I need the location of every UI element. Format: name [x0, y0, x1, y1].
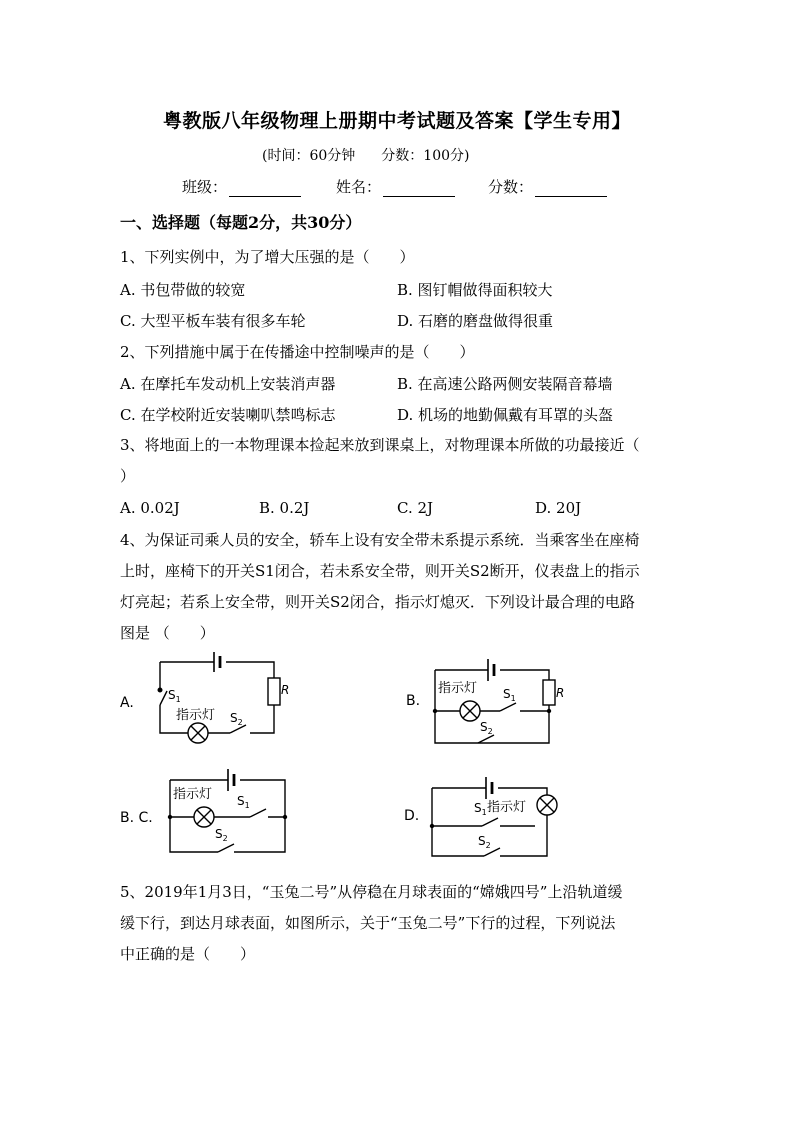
circuit-d [432, 777, 557, 856]
score-field [488, 176, 607, 197]
class-field [182, 176, 301, 197]
q2-stem: 2、下列措施中属于在传播途中控制噪声的是（ ） [120, 343, 475, 361]
switch-s1-icon [250, 809, 266, 817]
q4-circuit-diagrams [0, 640, 794, 870]
q4-stem-line4: 图是 （ ） [120, 624, 215, 642]
q2-option-d: D. 机场的地勤佩戴有耳罩的头盔 [397, 406, 614, 424]
s1-label: $S_1$ [168, 688, 181, 704]
q2-option-b: B. 在高速公路两侧安装隔音幕墙 [397, 375, 613, 393]
lamp-label: 指示灯 [438, 681, 478, 696]
q1-option-b: B. 图钉帽做得面积较大 [397, 281, 553, 299]
switch-s1-icon [482, 818, 498, 826]
resistor-icon [543, 680, 555, 705]
section-heading: 一、选择题（每题2分，共30分） [120, 213, 362, 232]
score-blank [535, 182, 607, 197]
q1-option-d: D. 石磨的磨盘做得很重 [397, 312, 554, 330]
r-label: R [281, 683, 290, 697]
switch-s2-icon [478, 735, 494, 743]
q3-option-b: B. 0.2J [259, 499, 310, 517]
q1-option-a: A. 书包带做的较宽 [120, 281, 246, 299]
s2-label: $S_2$ [478, 834, 491, 850]
q3-option-a: A. 0.02J [120, 499, 180, 517]
q2-option-c: C. 在学校附近安装喇叭禁鸣标志 [120, 406, 336, 424]
s1-label: $S_1$ [237, 794, 250, 810]
resistor-icon [268, 678, 280, 705]
s2-label: $S_2$ [230, 711, 243, 727]
exam-meta [262, 145, 495, 165]
lamp-label: 指示灯 [176, 708, 216, 723]
q5-stem-line3: 中正确的是（ ） [120, 945, 256, 963]
q5-stem-line2: 缓下行，到达月球表面，如图所示，关于“玉兔二号”下行的过程，下列说法 [120, 914, 616, 932]
q2-option-a: A. 在摩托车发动机上安装消声器 [120, 375, 336, 393]
lamp-label: 指示灯 [487, 800, 527, 815]
q1-stem: 1、下列实例中，为了增大压强的是（ ） [120, 248, 415, 266]
q3-stem-line2: ） [120, 467, 136, 485]
q3-option-c: C. 2J [397, 499, 434, 517]
circuit-d-label: D. [404, 808, 420, 824]
s2-label: $S_2$ [215, 827, 228, 843]
switch-s2-icon [218, 844, 234, 852]
s2-label: $S_2$ [480, 720, 493, 736]
s1-label: $S_1$ [503, 687, 516, 703]
score-label: 分数： [488, 178, 534, 196]
switch-s1-icon [160, 691, 167, 705]
q1-option-c: C. 大型平板车装有很多车轮 [120, 312, 306, 330]
page-title: 粤教版八年级物理上册期中考试题及答案【学生专用】 [162, 110, 631, 132]
name-label: 姓名： [336, 178, 382, 196]
class-label: 班级： [182, 178, 228, 196]
circuit-b [435, 659, 555, 743]
name-field [336, 176, 455, 197]
time-info: (时间：60分钟 [262, 148, 356, 164]
q3-option-d: D. 20J [535, 499, 582, 517]
circuit-b-label: B. [406, 693, 421, 709]
q4-stem-line3: 灯亮起；若系上安全带，则开关S2闭合，指示灯熄灭．下列设计最合理的电路 [120, 593, 635, 611]
q4-stem-line2: 上时，座椅下的开关S1闭合，若未系安全带，则开关S2断开，仪表盘上的指示 [120, 562, 640, 580]
r-label: R [556, 686, 565, 700]
lamp-label: 指示灯 [173, 787, 213, 802]
circuit-a-label: A. [120, 695, 134, 711]
q4-stem-line1: 4、为保证司乘人员的安全，轿车上设有安全带未系提示系统．当乘客坐在座椅 [120, 531, 640, 549]
switch-s1-icon [500, 703, 516, 711]
circuit-c-label: B. C. [120, 810, 153, 826]
class-blank [229, 182, 301, 197]
name-blank [383, 182, 455, 197]
q5-stem-line1: 5、2019年1月3日，“玉兔二号”从停稳在月球表面的“嫦娥四号”上沿轨道缓 [120, 883, 623, 901]
total-score-info: 分数：100分) [381, 148, 470, 164]
q3-stem-line1: 3、将地面上的一本物理课本捡起来放到课桌上，对物理课本所做的功最接近（ [120, 436, 640, 454]
s1-label: $S_1$ [474, 801, 487, 817]
